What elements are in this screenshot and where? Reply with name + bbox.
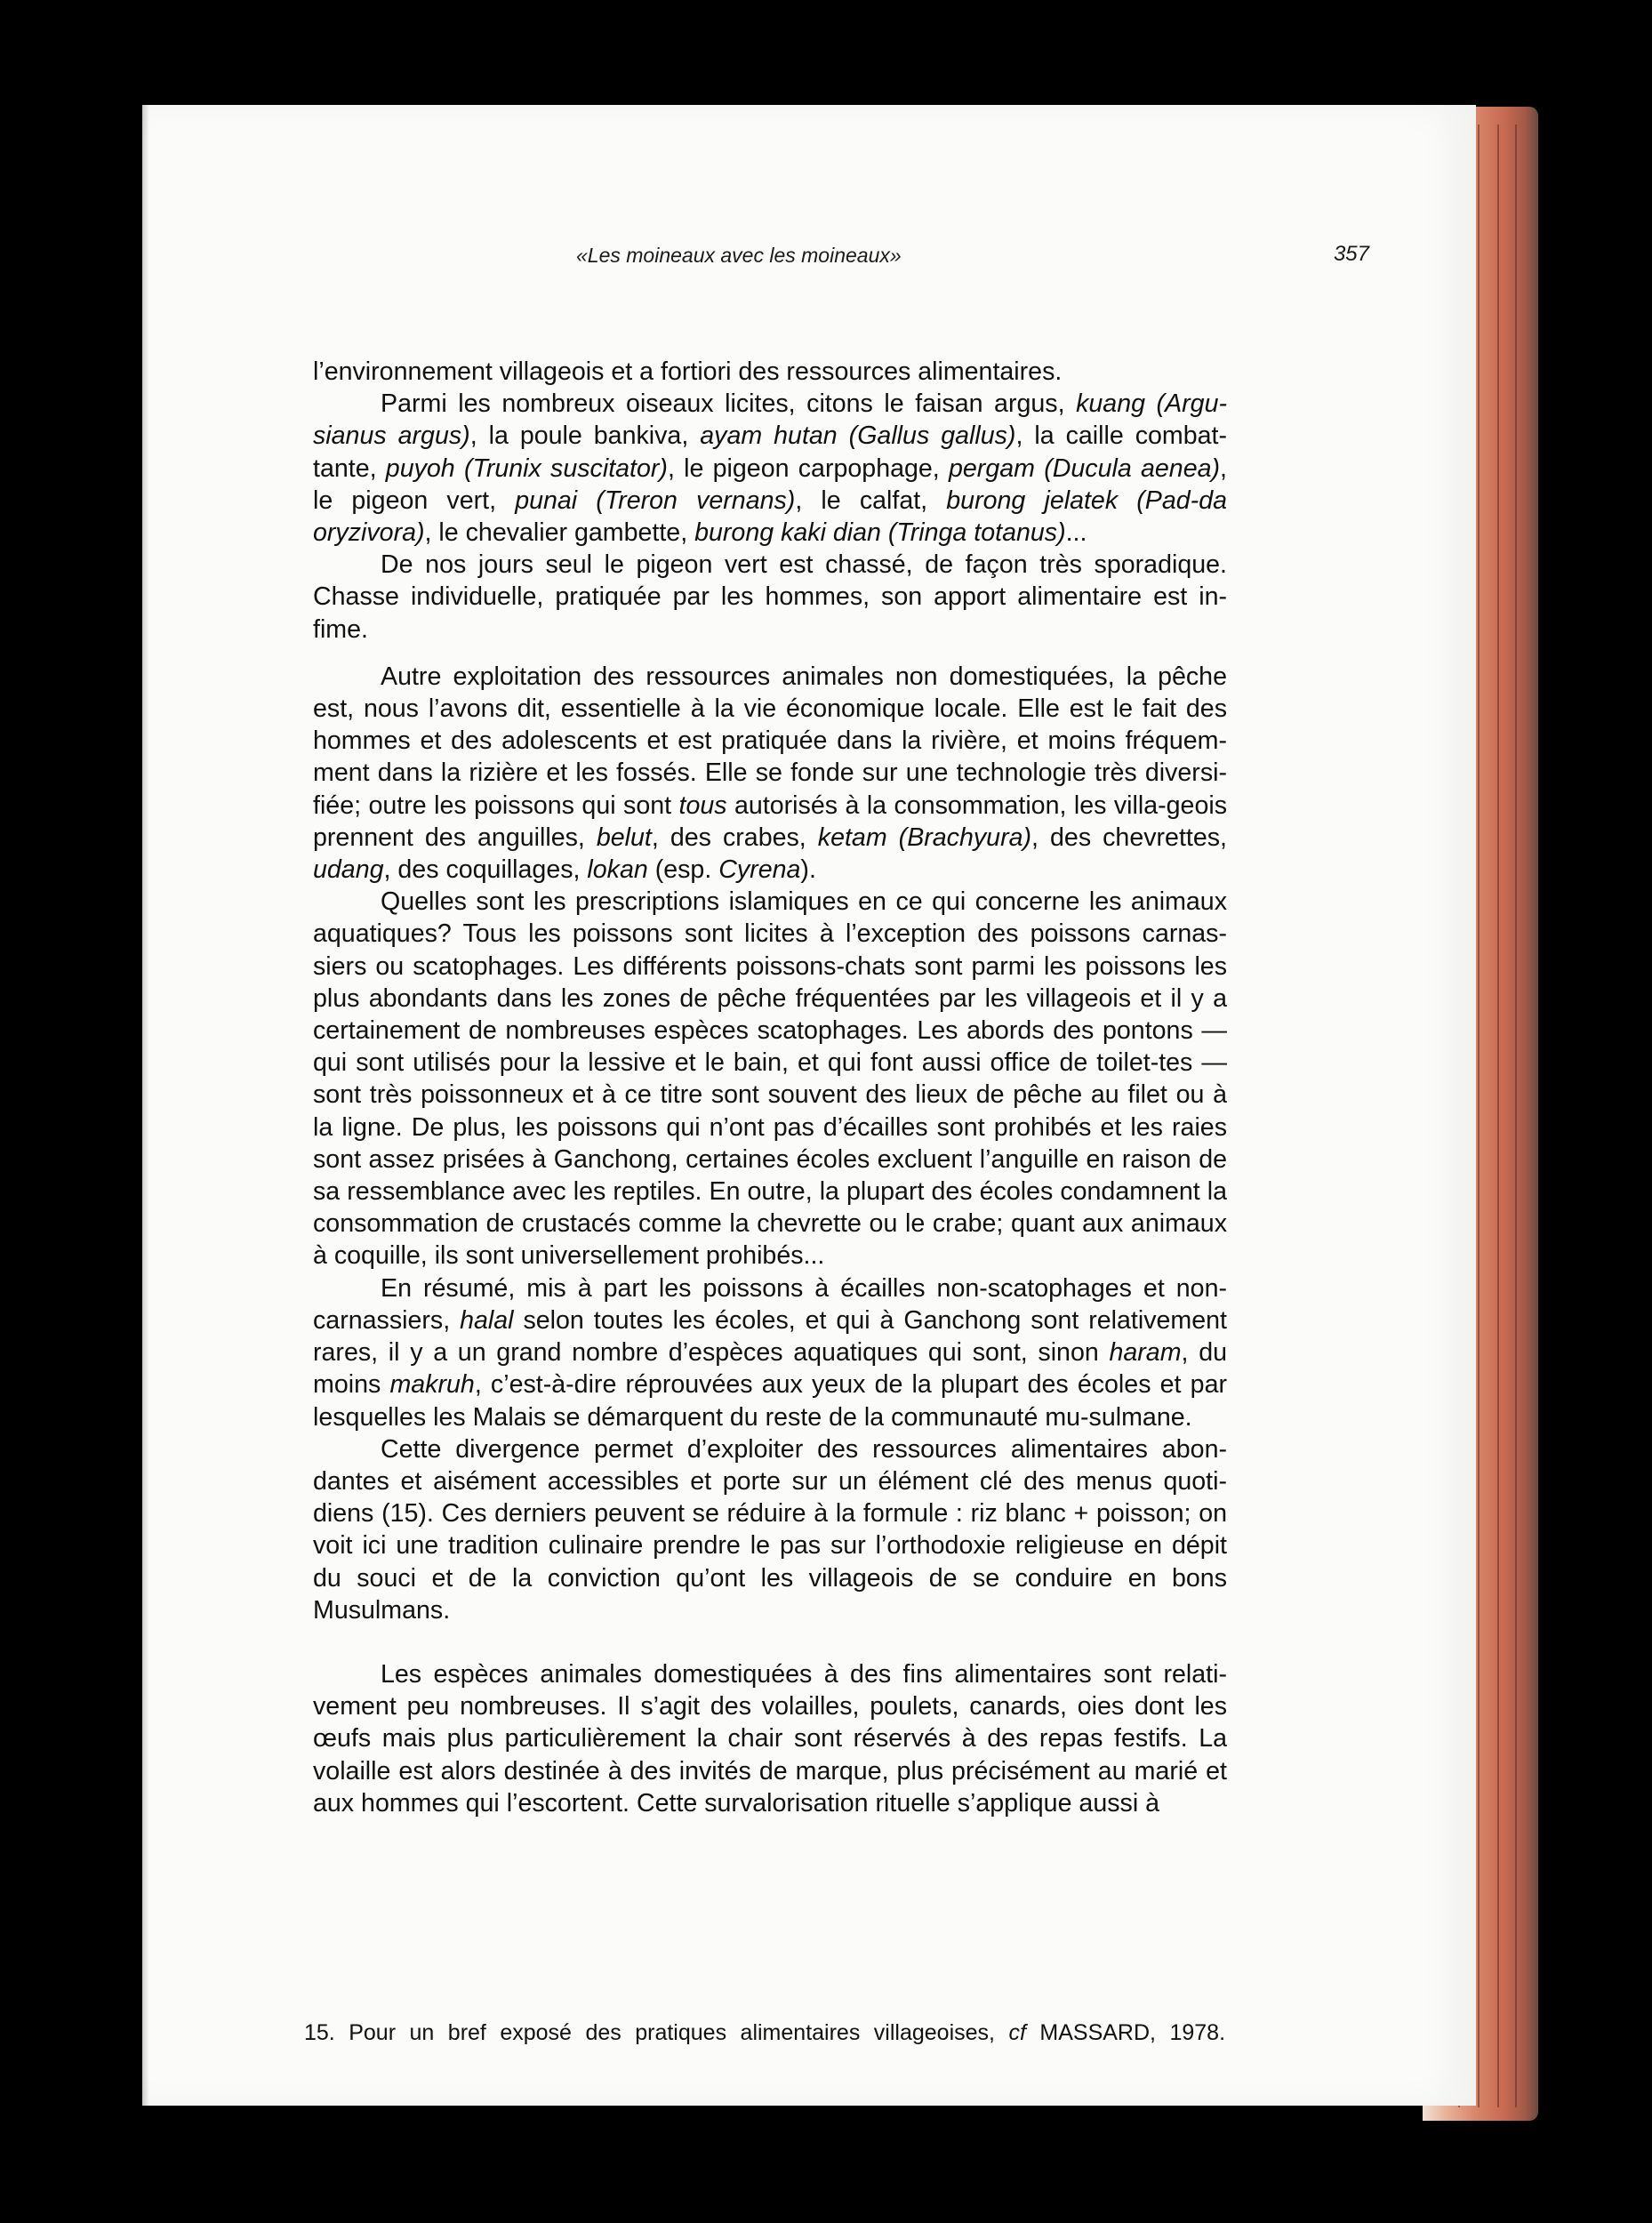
text-run: selon toutes les écoles, et qui à Ganchong sont relativement rares, il y a un grand nombre d’espèces aquatiques qui sont, sinon: [313, 1305, 1227, 1368]
paragraph-5: Quelles sont les prescriptions islamiques en ce qui concerne les animaux aquatiques? Tous les poissons sont licites à l’exception des poissons carnas-siers ou scatophages. Les différents poissons-chats sont parmi les poissons les plus abondants dans les zones de pêche fréquentées par les villageois et il y a certainement de nombreuses espèces scatophages. Les abords des pontons — qui sont utilisés pour la lessive et le bain, et qui font aussi office de toilet-tes — sont très poissonneux et à ce titre sont souvent des lieux de pêche au filet ou à la ligne. De plus, les poissons qui n’ont pas d’écailles sont prohibés et les raies sont assez prisées à Ganchong, certaines écoles excluent l’anguille en raison de sa ressemblance avec les reptiles. En outre, la plupart des écoles condamnent la consommation de crustacés comme la chevrette ou le crabe; quant aux animaux à coquille, ils sont universellement prohibés...: [313, 887, 1227, 1271]
paragraph-2: [313, 388, 1227, 549]
malay-term: lokan: [587, 855, 648, 885]
species-name: punai (Treron vernans): [515, 486, 796, 515]
running-head: «Les moineaux avec les moineaux»: [576, 244, 902, 267]
species-name: burong kaki dian (Tringa totanus): [694, 518, 1066, 548]
malay-term: makruh: [389, 1370, 475, 1400]
species-name: Cyrena: [718, 855, 801, 885]
text-run: , la caille combat-tante,: [313, 421, 1228, 483]
book-page: [142, 105, 1476, 2106]
paragraph-3: De nos jours seul le pigeon vert est chassé, de façon très sporadique. Chasse individuelle, pratiquée par les hommes, son apport alimentaire est in-fime.: [313, 550, 1227, 644]
malay-term: haram: [1109, 1338, 1182, 1368]
species-name: ayam hutan (Gallus gallus): [700, 421, 1016, 451]
species-name: pergam (Ducula aenea): [949, 453, 1221, 483]
malay-term: udang: [313, 855, 384, 885]
malay-term: ketam (Brachyura): [817, 823, 1032, 852]
text-run: ).: [800, 855, 816, 885]
text-run: , le pigeon carpophage,: [667, 453, 949, 483]
text-run: ...: [1065, 518, 1087, 548]
species-name: kuang (Argu-sianus argus): [313, 389, 1227, 451]
species-name: burong jelatek (Pad-da oryzivora): [313, 486, 1227, 548]
emphasis: tous: [678, 790, 727, 820]
text-run: Parmi les nombreux oiseaux licites, citons le faisan argus,: [381, 389, 1077, 419]
text-run: Autre exploitation des ressources animales non domestiquées, la pêche est, nous l’avons dit, essentielle à la vie économique locale. Elle est le fait des hommes et des adolescents et est pratiquée dans la rivière, et moins fréquem-ment dans la rizière et les fossés. Elle se fonde sur une technologie très diversi-fiée; outre les poissons qui sont: [313, 662, 1227, 820]
species-name: puyoh (Trunix suscitator): [385, 453, 668, 483]
text-run: MASSARD, 1978.: [1025, 2020, 1226, 2045]
text-run: , le calfat,: [795, 486, 947, 515]
page-edge-line: [1497, 124, 1499, 2107]
text-run: En résumé, mis à part les poissons à écailles non-scatophages et non-carnassiers,: [313, 1273, 1227, 1335]
emphasis: cf: [1008, 2020, 1026, 2045]
page-edge-line: [1478, 124, 1480, 2107]
text-run: (esp.: [647, 855, 719, 885]
text-run: , le pigeon vert,: [313, 453, 1227, 515]
text-run: , le chevalier gambette,: [424, 518, 695, 548]
paragraph-7: Cette divergence permet d’exploiter des ressources alimentaires abon-dantes et aisément accessibles et porte sur un élément clé des menus quoti-diens (15). Ces derniers peuvent se réduire à la formule : riz blanc + poisson; on voit ici une tradition culinaire prendre le pas sur l’orthodoxie religieuse en dépit du souci et de la conviction qu’ont les villageois de se conduire en bons Musulmans.: [313, 1434, 1227, 1625]
malay-term: halal: [460, 1305, 514, 1335]
body-text: [313, 356, 1227, 1819]
malay-term: belut: [596, 823, 652, 852]
paragraph-1: l’environnement villageois et a fortiori des ressources alimentaires.: [313, 357, 1063, 386]
paragraph-8: Les espèces animales domestiquées à des fins alimentaires sont relati-vement peu nombreuses. Il s’agit des volailles, poulets, canards, oies dont les œufs mais plus particulièrement la chair sont réservés à des repas festifs. La volaille est alors destinée à des invités de marque, plus précisément au marié et aux hommes qui l’escortent. Cette survalorisation rituelle s’applique aussi à: [313, 1659, 1227, 1818]
text-run: autorisés à la consommation, les villa-geois prennent des anguilles,: [313, 790, 1227, 852]
text-run: , la poule bankiva,: [469, 421, 701, 451]
page-edge-line: [1515, 124, 1517, 2107]
page-number: 357: [1333, 242, 1369, 266]
text-run: , des chevrettes,: [1031, 823, 1227, 852]
text-run: , des crabes,: [651, 823, 818, 852]
text-run: , c’est-à-dire réprouvées aux yeux de la plupart des écoles et par lesquelles les Malais se démarquent du reste de la communauté mu-sulmane.: [313, 1370, 1227, 1432]
text-run: , du moins: [313, 1338, 1227, 1400]
text-run: 15. Pour un bref exposé des pratiques alimentaires villageoises,: [304, 2020, 1009, 2045]
footnote: [304, 2018, 1225, 2047]
paragraph-6: [313, 1272, 1227, 1433]
paragraph-4: [313, 661, 1227, 886]
text-run: , des coquillages,: [383, 855, 588, 885]
